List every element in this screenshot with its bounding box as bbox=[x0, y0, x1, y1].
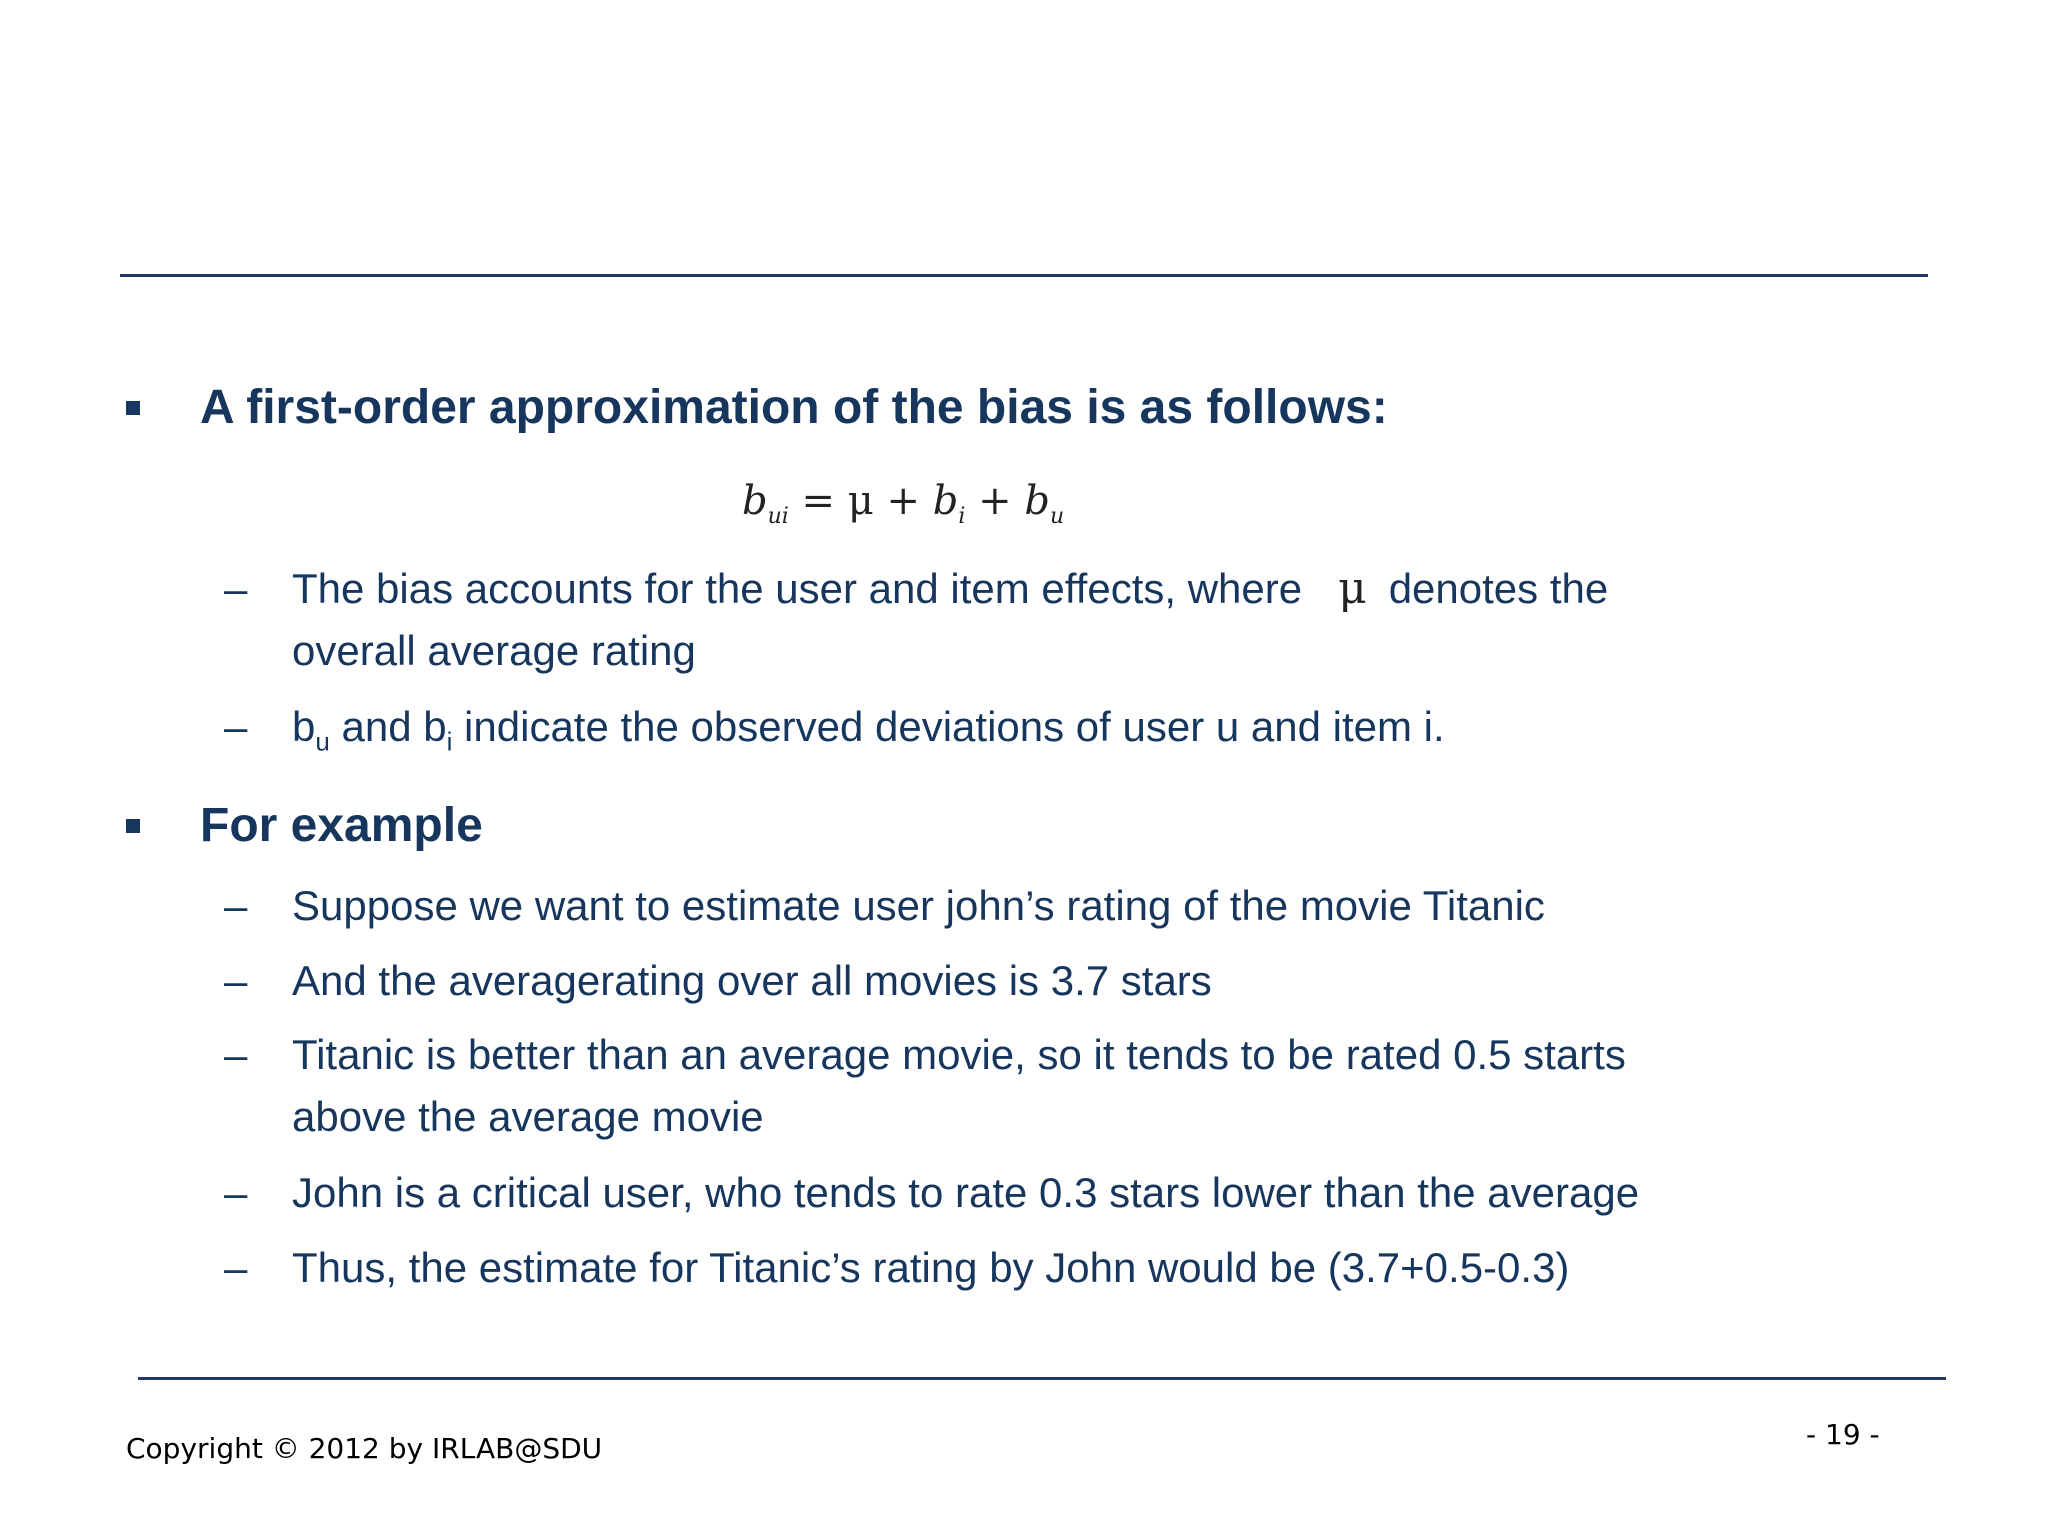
formula-sub-u: u bbox=[1049, 504, 1065, 529]
dash-icon: – bbox=[224, 882, 248, 929]
sub-item-estimate: – Thus, the estimate for Titanic’s rating by John would be (3.7+0.5-0.3) bbox=[224, 1237, 1569, 1299]
dash-icon: – bbox=[224, 1244, 248, 1291]
dash-icon: – bbox=[224, 565, 248, 612]
formula-equals: = bbox=[801, 478, 836, 524]
bullet-2 bbox=[126, 798, 483, 853]
formula-plus-2: + bbox=[978, 478, 1012, 524]
formula-bi: b bbox=[932, 478, 959, 524]
bias-text-2: denotes the bbox=[1388, 565, 1609, 612]
titanic-line-2: above the average movie bbox=[292, 1093, 764, 1140]
formula-mu: μ bbox=[847, 478, 874, 524]
formula-sub-i: i bbox=[958, 504, 966, 529]
sub-item-titanic-better bbox=[224, 1024, 1626, 1148]
dash-icon: – bbox=[224, 1169, 248, 1216]
mu-symbol: μ bbox=[1338, 563, 1367, 614]
bullet-1-text: A first-order approximation of the bias is as follows: bbox=[200, 381, 1388, 434]
sub-item-suppose: – Suppose we want to estimate user john’s rating of the movie Titanic bbox=[224, 875, 1545, 937]
titanic-line-1: Titanic is better than an average movie, so it tends to be rated 0.5 starts bbox=[292, 1031, 1626, 1078]
bullet-1 bbox=[126, 380, 1388, 435]
top-divider bbox=[120, 274, 1928, 277]
bias-text-1: The bias accounts for the user and item effects, where bbox=[292, 565, 1303, 612]
sub-item-john-critical: – John is a critical user, who tends to rate 0.3 stars lower than the average bbox=[224, 1162, 1639, 1224]
bias-formula bbox=[742, 478, 1064, 529]
bi-sub: i bbox=[446, 726, 453, 757]
bullet-2-text: For example bbox=[200, 799, 483, 852]
bias-text-3: overall average rating bbox=[292, 627, 696, 674]
bu-sub: u bbox=[315, 726, 330, 757]
dash-icon: – bbox=[224, 703, 248, 750]
and-bi: and b bbox=[329, 703, 447, 750]
sub-item-bias-effects bbox=[224, 558, 1608, 682]
dash-icon: – bbox=[224, 1031, 248, 1078]
formula-sub-ui: ui bbox=[767, 504, 789, 529]
sub-item-average: – And the averagerating over all movies is 3.7 stars bbox=[224, 950, 1212, 1012]
bottom-divider bbox=[138, 1377, 1946, 1380]
formula-bu: b bbox=[1024, 478, 1050, 524]
sub-item-deviations bbox=[224, 696, 1445, 772]
formula-b: b bbox=[742, 478, 768, 524]
dash-icon: – bbox=[224, 957, 248, 1004]
bu-b: b bbox=[292, 703, 316, 750]
page-number: - 19 - bbox=[1806, 1418, 1880, 1451]
formula-plus-1: + bbox=[886, 478, 921, 524]
square-bullet-icon bbox=[126, 819, 140, 833]
deviations-text: indicate the observed deviations of user u and item i. bbox=[452, 703, 1445, 750]
square-bullet-icon bbox=[126, 401, 140, 415]
copyright-text: Copyright © 2012 by IRLAB@SDU bbox=[126, 1432, 603, 1465]
